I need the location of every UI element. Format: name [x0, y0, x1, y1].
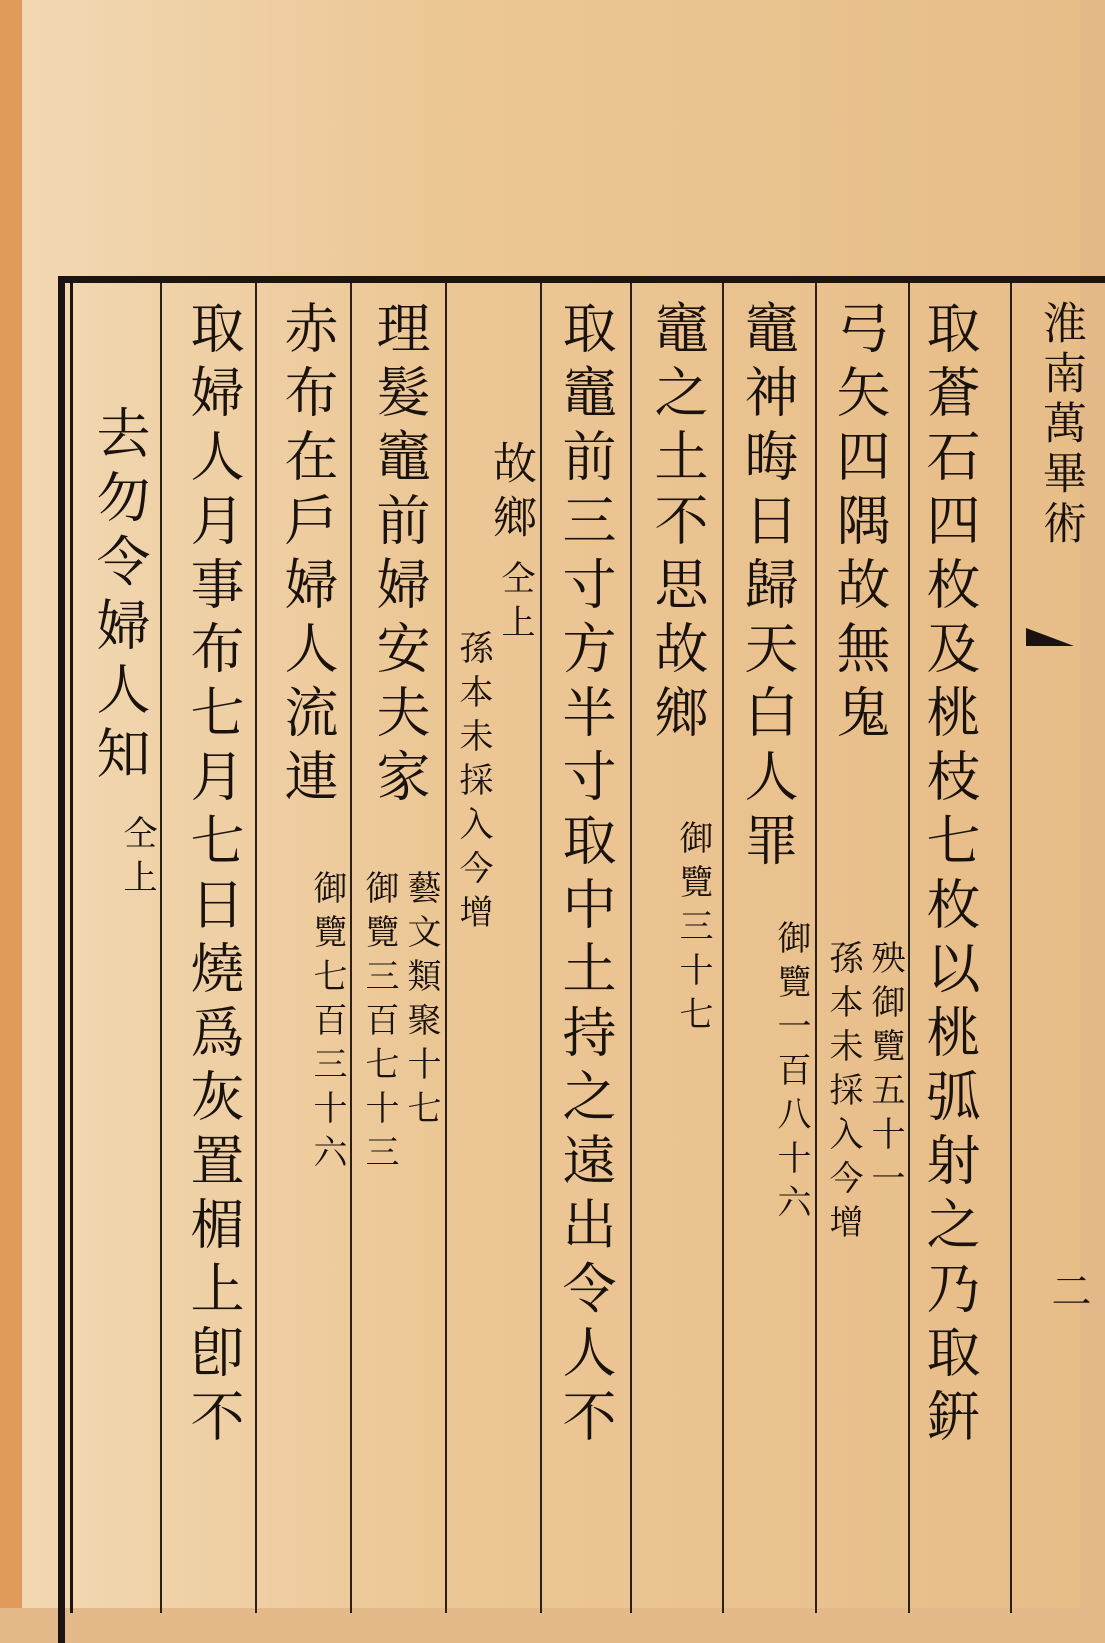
text-column: 取婦人月事布七月七日燒爲灰置楣上卽不	[182, 300, 245, 1452]
text-column: 去勿令婦人知	[88, 405, 151, 789]
annotation: 御覽一百八十六	[771, 920, 811, 1228]
column-rule	[630, 283, 632, 1613]
column-rule	[445, 283, 447, 1613]
annotation: 藝文類聚十七	[401, 870, 441, 1134]
text-column: 取蒼石四枚及桃枝七枚以桃弧射之乃取銒	[918, 300, 981, 1452]
text-column: 竈之土不思故鄉	[646, 300, 709, 748]
text-column: 取竈前三寸方半寸取中土持之遠出令人不	[554, 300, 617, 1452]
leaf-number: 二	[1045, 1270, 1091, 1310]
book-title: 淮南萬畢術	[1035, 300, 1086, 550]
text-column: 竈神晦日歸天白人罪	[736, 300, 799, 876]
column-rule	[908, 283, 910, 1613]
annotation: 御覽三十七	[673, 820, 713, 1040]
annotation: 故鄉	[485, 440, 536, 548]
annotation: 仝上	[495, 560, 535, 648]
annotation: 孫本未採入今增	[453, 630, 493, 938]
text-column: 理髮竈前婦安夫家	[368, 300, 431, 812]
column-rule	[1010, 283, 1012, 1613]
text-column: 弓矢四隅故無鬼	[828, 300, 891, 748]
column-rule	[350, 283, 352, 1613]
annotation: 仝上	[117, 815, 157, 903]
frame-inner-line	[70, 283, 73, 1613]
column-rule	[160, 283, 162, 1613]
column-rule	[255, 283, 257, 1613]
annotation: 殃御覽五十一	[865, 940, 905, 1204]
text-column: 赤布在戶婦人流連	[276, 300, 339, 812]
column-rule	[722, 283, 724, 1613]
annotation: 孫本未採入今增	[823, 940, 863, 1248]
column-rule	[540, 283, 542, 1613]
annotation: 御覽三百七十三	[359, 870, 399, 1178]
annotation: 御覽七百三十六	[307, 870, 347, 1178]
column-rule	[815, 283, 817, 1613]
page-edge	[0, 0, 22, 1608]
